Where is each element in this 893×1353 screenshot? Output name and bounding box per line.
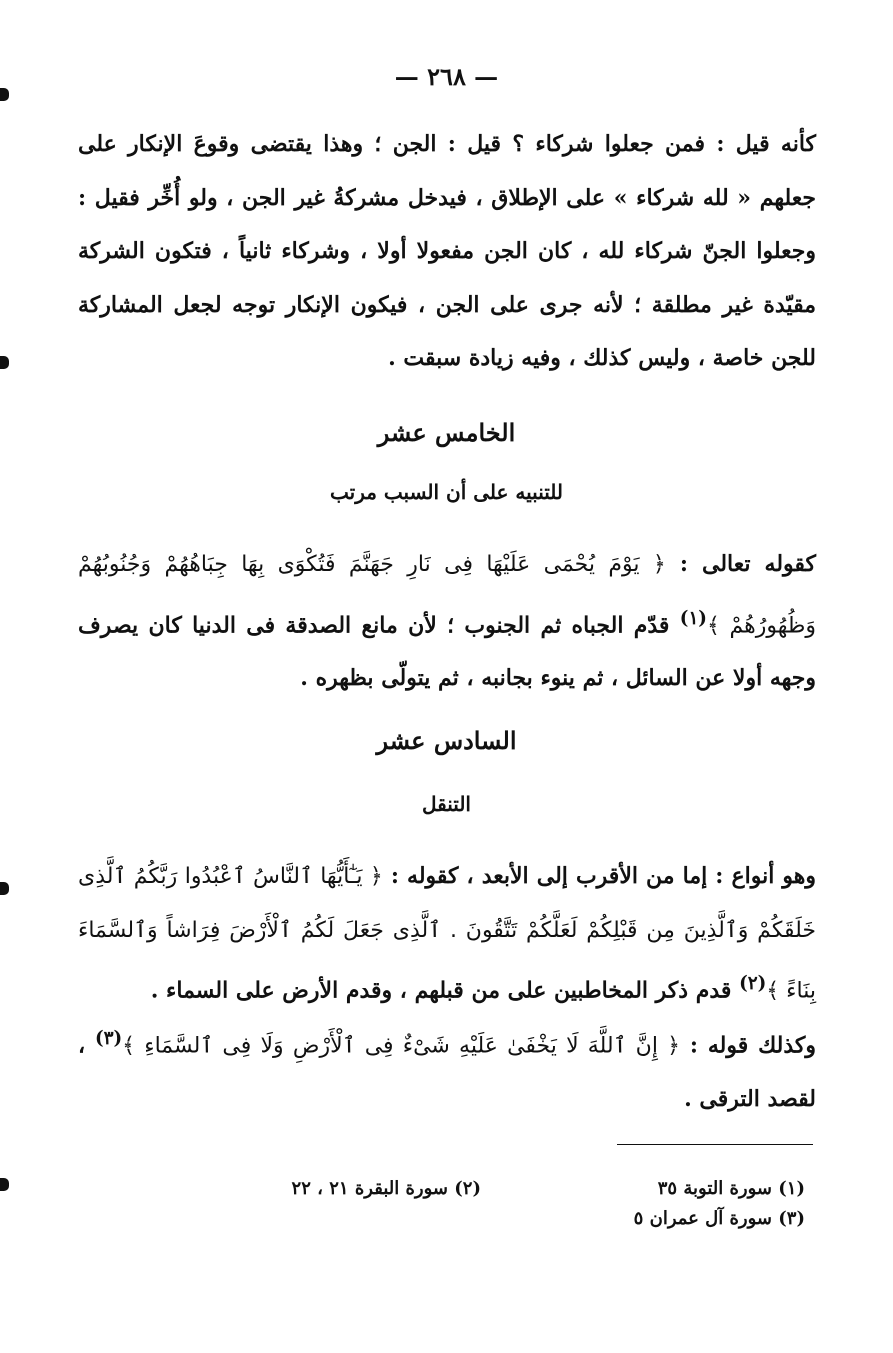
scan-edge-mark	[0, 1178, 9, 1191]
footnote-1: (١) سورة التوبة ٣٥	[657, 1178, 805, 1199]
footnote-ref-1: (١)	[679, 607, 707, 629]
section-16-paragraph-2	[78, 1012, 816, 1126]
paragraph-body: قدم ذكر المخاطبين على من قبلهم ، وقدم الأرض على السماء .	[150, 977, 740, 1004]
footnote-ref-3: (٣)	[94, 1028, 123, 1049]
scan-edge-mark	[0, 882, 9, 895]
scan-edge-mark	[0, 356, 9, 369]
quran-verse: ﴿ إِنَّ ٱللَّهَ لَا يَخْفَىٰ عَلَيْهِ شَىْءٌ فِى ٱلْأَرْضِ وَلَا فِى ٱلسَّمَاءِ ﴾	[122, 1033, 681, 1059]
paragraph-body: ، لقصد الترقى .	[78, 1032, 816, 1112]
quran-verse: ﴿ يَوْمَ يُحْمَى عَلَيْهَا فِى نَارِ جَهَنَّمَ فَتُكْوَى بِهَا جِبَاهُهُمْ وَجُنُوبُهُمْ وَظُهُورُهُمْ ﴾	[78, 552, 817, 638]
section-16-title: السادس عشر	[376, 726, 517, 755]
section-15-paragraph	[78, 538, 816, 706]
page-number: — ٢٦٨ —	[394, 62, 499, 91]
footnote-ref-2: (٢)	[739, 973, 767, 994]
section-15-title: الخامس عشر	[377, 418, 516, 447]
paragraph-lead: وكذلك قوله :	[680, 1032, 816, 1059]
paragraph-body: قدّم الجباه ثم الجنوب ؛ لأن مانع الصدقة فى الدنيا كان يصرف وجهه أولا عن السائل ، ثم ينوء بجانبه ، ثم يتولّى بظهره .	[78, 611, 816, 692]
section-15-subtitle: للتنبيه على أن السبب مرتب	[329, 480, 564, 504]
intro-paragraph: كأنه قيل : فمن جعلوا شركاء ؟ قيل : الجن ؛ وهذا يقتضى وقوعَ الإنكار على جعلهم « لله شركاء » على الإطلاق ، فيدخل مشركةُ غير الجن ، ولو أُخِّر فقيل : وجعلوا الجنّ شركاء لله ، كان الجن مفعولا أولا ، وشركاء ثانياً ، فتكون الشركة مقيّدة غير مطلقة ؛ لأنه جرى على الجن ، فيكون الإنكار توجه لجعل المشاركة للجن خاصة ، وليس كذلك ، وفيه زيادة سبقت .	[78, 131, 816, 371]
section-16-paragraph	[78, 850, 816, 1018]
footnote-3: (٣) سورة آل عمران ٥	[633, 1208, 805, 1229]
section-16-subtitle: التنقل	[422, 792, 471, 816]
quran-verse: ﴿ يَـٰٓأَيُّهَا ٱلنَّاسُ ٱعْبُدُوا رَبَّكُمُ ٱلَّذِى خَلَقَكُمْ وَٱلَّذِينَ مِن قَبْلِكُمْ لَعَلَّكُمْ تَتَّقُونَ . ٱلَّذِى جَعَلَ لَكُمُ ٱلْأَرْضَ فِرَاشاً وَٱلسَّمَاءَ بِنَاءً ﴾	[78, 864, 816, 1004]
footnote-divider	[617, 1144, 813, 1145]
paragraph-lead: كقوله تعالى :	[665, 551, 817, 577]
footnote-2: (٢) سورة البقرة ٢١ ، ٢٢	[291, 1178, 481, 1199]
paragraph-lead: وهو أنواع : إما من الأقرب إلى الأبعد ، كقوله :	[382, 863, 816, 889]
